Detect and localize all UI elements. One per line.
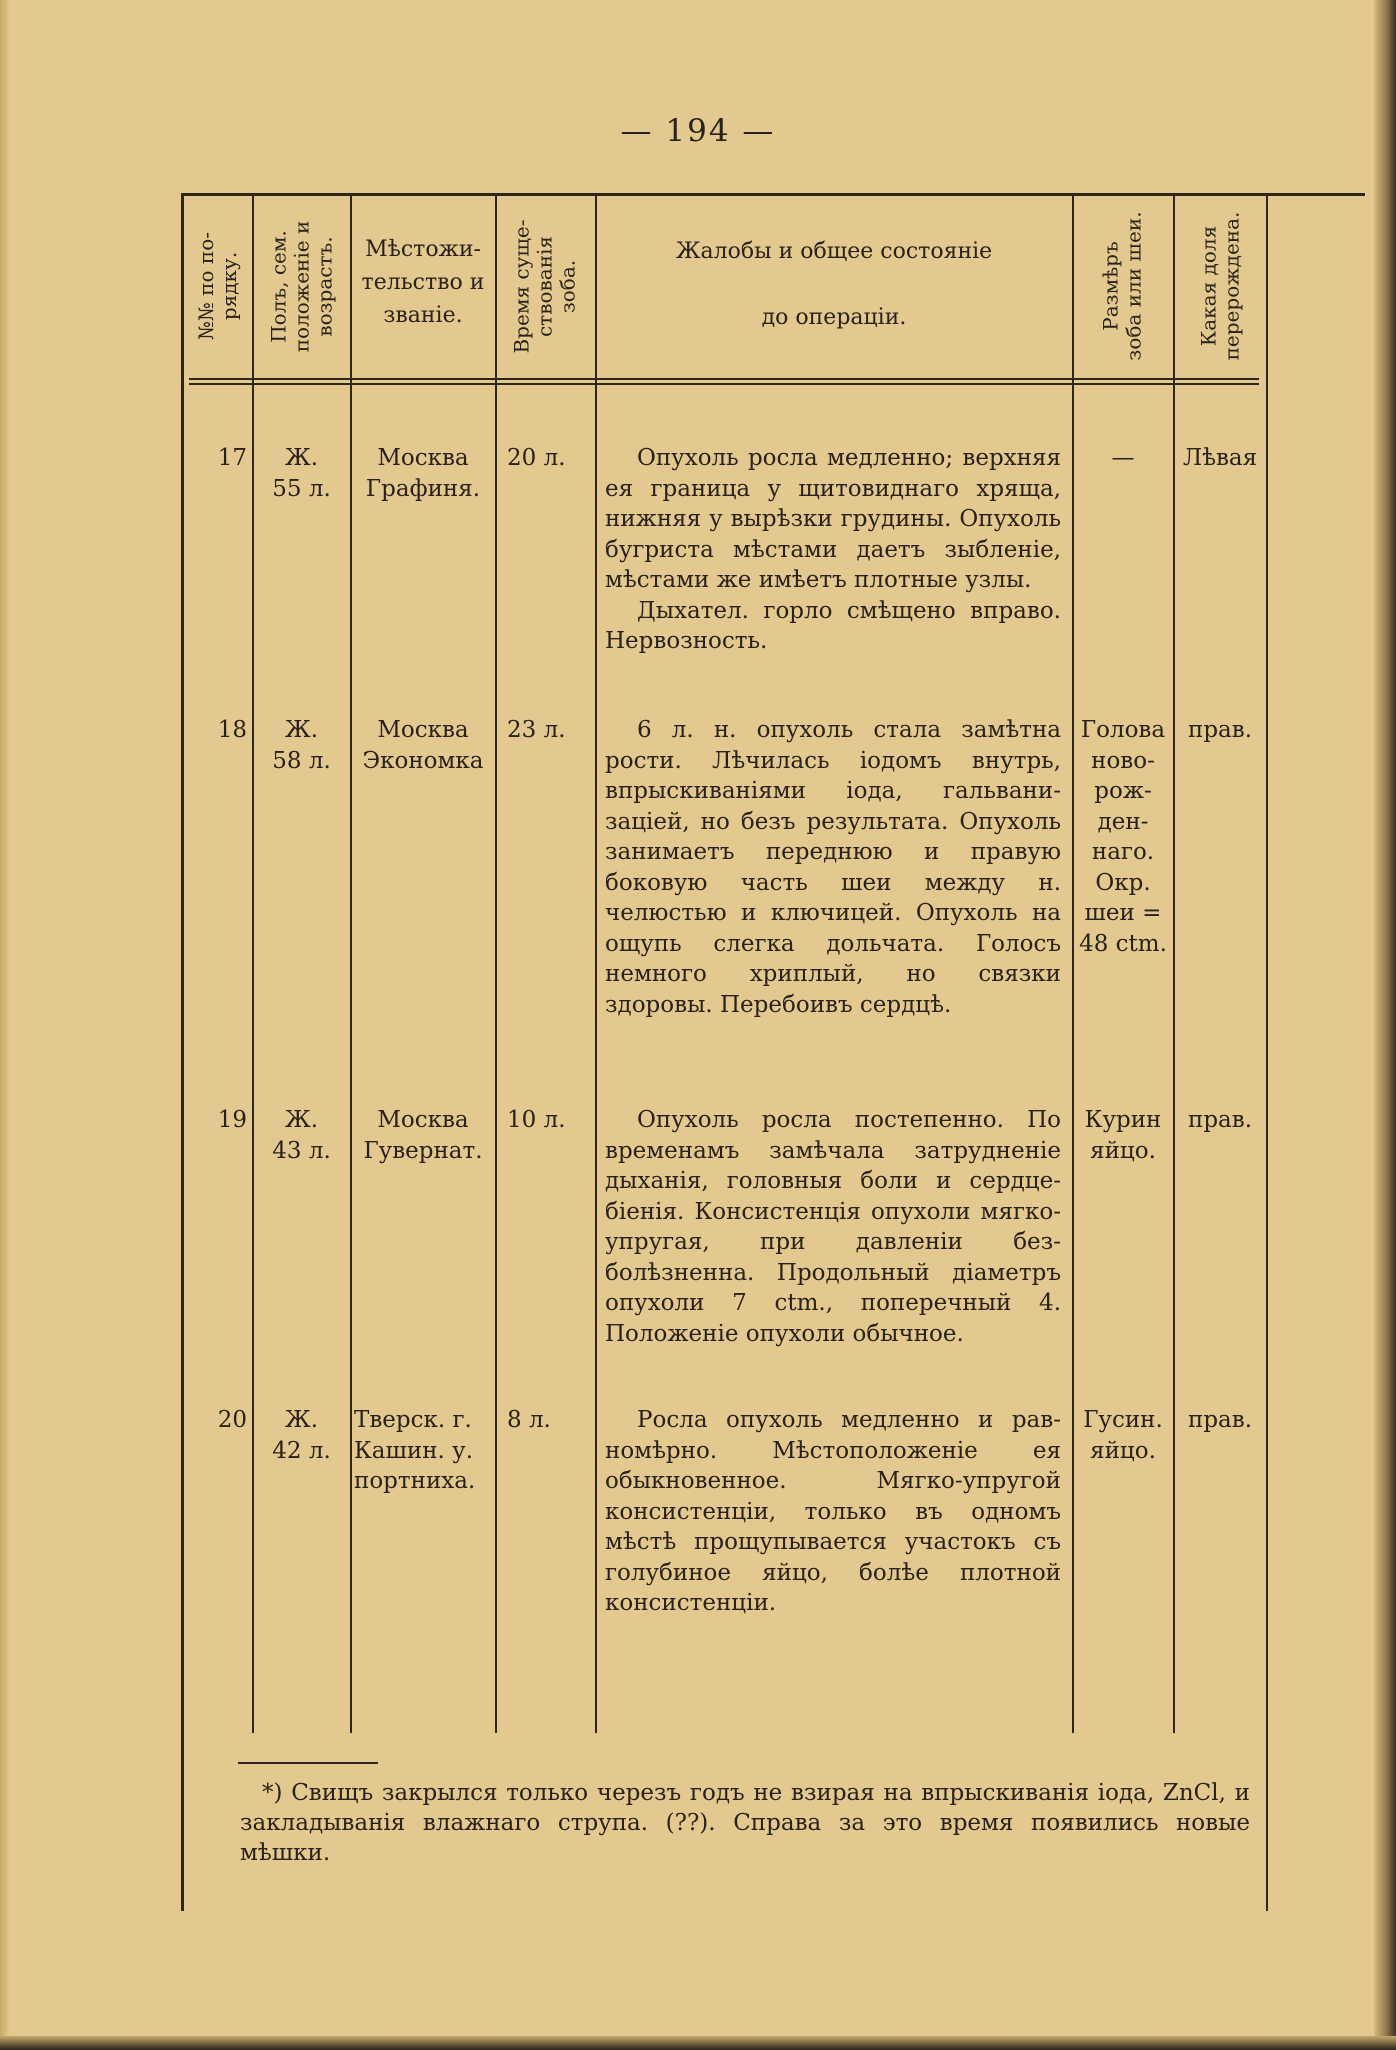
row-17-part: Лѣвая — [1182, 445, 1258, 471]
col-divider-5 — [1072, 193, 1074, 1733]
row-18-num: 18 — [217, 717, 247, 743]
row-20-description — [605, 1405, 1061, 1619]
row-20-place: Тверск. г. Кашин. у. портниха. — [354, 1407, 476, 1494]
footnote: *) Свищъ закрылся только черезъ годъ не взирая на впрыскиванія іода, ZnCl, и закладыванія влажнаго струпа. (??). Справа за это время появились новые мѣшки. — [240, 1780, 1250, 1866]
row-17-num: 17 — [217, 445, 247, 471]
row-19-description — [605, 1105, 1061, 1349]
row-19-sex: Ж. 43 л. — [272, 1107, 331, 1164]
row-17-place: Москва Графиня. — [365, 445, 481, 502]
table-left-border — [181, 193, 184, 1911]
row-17-duration: 20 л. — [507, 445, 566, 471]
col-divider-6 — [1173, 193, 1175, 1733]
row-20-num: 20 — [217, 1407, 247, 1433]
page-number: — 194 — — [620, 113, 776, 149]
header-complaints-1: Жалобы и общее состояніе — [675, 239, 993, 264]
header-part — [1175, 197, 1265, 375]
header-num-text: №№ по по- рядку. — [194, 231, 242, 341]
footnote-rule — [238, 1762, 378, 1764]
row-19-part: прав. — [1187, 1107, 1253, 1133]
row-18-duration: 23 л. — [507, 717, 566, 743]
row-20-sex: Ж. 42 л. — [272, 1407, 331, 1464]
page-right-edge — [1374, 0, 1396, 2050]
row-18-size: Голова ново- рож- ден- наго. Окр. шеи = 48 ctm. — [1079, 717, 1167, 957]
row-19-desc-p1: Опухоль росла постепенно. По временамъ замѣчала затрудненіе дыханія, головныя боли и сердцебіенія. Консистенція опухоли мягко-упругая, при давленіи безболѣзненна. Продольный діаметръ опухоли 7 ctm., поперечный 4. Положеніе опухоли обычное. — [605, 1107, 1061, 1347]
case-table — [181, 193, 1365, 1911]
row-20-size: Гусин. яйцо. — [1083, 1407, 1163, 1464]
col-divider-3 — [495, 193, 497, 1733]
row-18-place: Москва Экономка — [362, 717, 484, 774]
col-divider-2 — [350, 193, 352, 1733]
page-left-edge — [0, 0, 10, 2050]
header-sex-text: Полъ, сем. положеніе и возрастъ. — [266, 220, 337, 352]
header-size — [1074, 197, 1172, 375]
row-17-description — [605, 443, 1061, 657]
table-top-rule — [181, 193, 1365, 196]
col-divider-1 — [252, 193, 254, 1733]
row-18-sex: Ж. 58 л. — [272, 717, 331, 774]
page-bottom-edge — [0, 2036, 1396, 2050]
header-sex — [254, 197, 349, 375]
header-place: Мѣстожи- тельство и званіе. — [361, 237, 485, 328]
header-complaints-2: до операціи. — [761, 305, 907, 330]
row-17-desc-p1: Опухоль росла медленно; верхняя ея граница у щитовиднаго хряща, нижняя у вырѣзки грудины. Опухоль бугриста мѣстами даетъ зыбленіе, мѣстами же имѣетъ плотные узлы. — [605, 445, 1061, 593]
row-19-num: 19 — [217, 1107, 247, 1133]
row-17-size: — — [1111, 445, 1135, 471]
col-divider-4 — [595, 193, 597, 1733]
row-19-size: Курин яйцо. — [1084, 1107, 1162, 1164]
row-20-part: прав. — [1187, 1407, 1253, 1433]
row-18-part: прав. — [1187, 717, 1253, 743]
row-19-place: Москва Гувернат. — [363, 1107, 483, 1164]
header-duration-text: Время суще- ствованія зоба. — [510, 218, 580, 354]
row-19-duration: 10 л. — [507, 1107, 566, 1133]
header-size-text: Размѣръ зоба или шеи. — [1099, 211, 1146, 361]
row-18-description — [605, 715, 1061, 1020]
header-part-text: Какая доля перерождена. — [1196, 211, 1243, 361]
row-20-desc-p1: Росла опухоль медленно и равномѣрно. Мѣстоположеніе ея обыкновенное. Мягко-упругой консистенціи, только въ одномъ мѣстѣ прощупывается участокъ съ голубиное яйцо, болѣе плотной консистенціи. — [605, 1407, 1061, 1616]
row-18-desc-p1: 6 л. н. опухоль стала замѣтна рости. Лѣчилась іодомъ внутрь, впрыскиваніями іода, гальванизаціей, но безъ результата. Опухоль занимаетъ переднюю и правую боковую часть шеи между н. челюстью и ключицей. Опухоль на ощупь слегка дольчата. Голосъ немного хриплый, но связки здоровы. Перебоивъ сердцѣ. — [605, 717, 1061, 1018]
row-20-duration: 8 л. — [507, 1407, 551, 1433]
header-duration — [497, 197, 594, 375]
row-17-desc-p2: Дыхател. горло смѣщено вправо. Нервозность. — [605, 597, 1061, 654]
header-num — [185, 197, 251, 375]
table-right-border — [1266, 193, 1268, 1911]
row-17-sex: Ж. 55 л. — [272, 445, 331, 502]
